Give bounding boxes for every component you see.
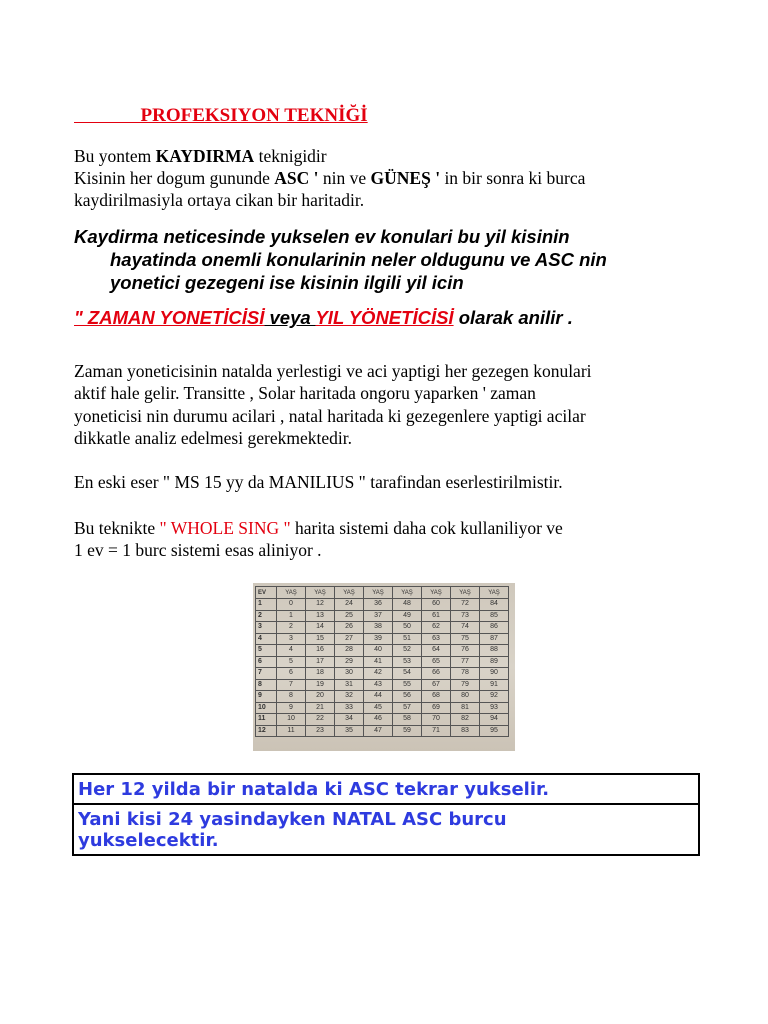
table-row [256, 633, 509, 645]
yas-cell: 76 [451, 645, 480, 657]
yil-yoneticisi-term: YIL YÖNETİCİSİ [315, 307, 454, 328]
yas-cell: 27 [335, 633, 364, 645]
yas-cell: 79 [451, 679, 480, 691]
yas-cell: 14 [306, 622, 335, 634]
asc-term: ASC ' [274, 168, 319, 188]
yas-cell: 50 [393, 622, 422, 634]
yas-cell: YAŞ [480, 587, 509, 599]
yas-cell: 36 [364, 599, 393, 611]
yas-cell: 73 [451, 610, 480, 622]
ev-cell: 10 [256, 702, 277, 714]
italic-line-2: hayatinda onemli konularinin neler oldugunu ve ASC nin [110, 249, 607, 270]
manilius-paragraph: En eski eser " MS 15 yy da MANILIUS " tarafindan eserlestirilmistir. [74, 472, 563, 492]
italic-line-3: yonetici gezegeni ise kisinin ilgili yil icin [110, 272, 464, 293]
yas-cell: 62 [422, 622, 451, 634]
yas-cell: 13 [306, 610, 335, 622]
table-row [256, 610, 509, 622]
yas-cell: YAŞ [451, 587, 480, 599]
yas-cell: 89 [480, 656, 509, 668]
yas-cell: 85 [480, 610, 509, 622]
yas-cell: 84 [480, 599, 509, 611]
ev-cell: 12 [256, 725, 277, 737]
yas-cell: 69 [422, 702, 451, 714]
yas-cell: 91 [480, 679, 509, 691]
yas-cell: 48 [393, 599, 422, 611]
yas-cell: YAŞ [393, 587, 422, 599]
yas-cell: 28 [335, 645, 364, 657]
intro-paragraph [74, 145, 585, 211]
yas-cell: 71 [422, 725, 451, 737]
yas-cell: 64 [422, 645, 451, 657]
yas-cell: YAŞ [364, 587, 393, 599]
table-row [256, 714, 509, 726]
yas-cell: 60 [422, 599, 451, 611]
ev-cell: 7 [256, 668, 277, 680]
yas-cell: 9 [277, 702, 306, 714]
intro-line-1: Bu yontem KAYDIRMA teknigidir [74, 146, 327, 166]
yas-cell: 41 [364, 656, 393, 668]
ev-cell: 1 [256, 599, 277, 611]
yas-cell: 38 [364, 622, 393, 634]
yas-cell: 39 [364, 633, 393, 645]
table-row [256, 702, 509, 714]
yas-cell: 44 [364, 691, 393, 703]
yas-cell: 67 [422, 679, 451, 691]
asc-note-box [72, 773, 700, 856]
yas-cell: 10 [277, 714, 306, 726]
yas-cell: 3 [277, 633, 306, 645]
zaman-paragraph: Zaman yoneticisinin natalda yerlestigi ve aci yaptigi her gezegen konulari aktif hale gelir. Transitte , Solar haritada ongoru yaparken ' zaman yoneticisi nin durumu acilari , natal haritada ki gezegenlere yaptigi acilar dikkatle analiz edelmesi gerekmektedir. [74, 361, 592, 448]
yas-cell: 6 [277, 668, 306, 680]
yas-cell: 31 [335, 679, 364, 691]
yas-cell: 95 [480, 725, 509, 737]
yas-cell: 94 [480, 714, 509, 726]
yas-cell: 75 [451, 633, 480, 645]
yas-cell: 56 [393, 691, 422, 703]
yas-cell: 4 [277, 645, 306, 657]
yas-cell: 8 [277, 691, 306, 703]
yas-cell: 88 [480, 645, 509, 657]
table-header-row [256, 587, 509, 599]
kaydirma-term: KAYDIRMA [155, 146, 255, 166]
yas-cell: 80 [451, 691, 480, 703]
yas-cell: 45 [364, 702, 393, 714]
table-row [256, 725, 509, 737]
ev-cell: 5 [256, 645, 277, 657]
asc-note-row-2: Yani kisi 24 yasindayken NATAL ASC burcu yukselecektir. [74, 803, 698, 854]
whole-sign-paragraph: Bu teknikte " WHOLE SING " harita sistemi daha cok kullaniliyor ve 1 ev = 1 burc sistemi esas aliniyor . [74, 518, 563, 560]
yas-cell: 32 [335, 691, 364, 703]
italic-line-1: Kaydirma neticesinde yukselen ev konulari bu yil kisinin [74, 226, 570, 247]
ev-cell: 3 [256, 622, 277, 634]
yas-cell: 46 [364, 714, 393, 726]
zaman-yoneticisi-term: " ZAMAN YONETİCİSİ [74, 307, 265, 328]
yas-cell: 20 [306, 691, 335, 703]
ev-cell: 2 [256, 610, 277, 622]
yas-cell: 87 [480, 633, 509, 645]
yas-cell: 7 [277, 679, 306, 691]
table-row [256, 622, 509, 634]
yas-cell: 70 [422, 714, 451, 726]
yas-cell: 81 [451, 702, 480, 714]
yas-cell: 55 [393, 679, 422, 691]
yas-cell: 34 [335, 714, 364, 726]
yas-cell: 92 [480, 691, 509, 703]
zaman-yoneticisi-line: " ZAMAN YONETİCİSİ veya YIL YÖNETİCİSİ olarak anilir . [74, 307, 573, 328]
italic-statement [74, 225, 694, 294]
yas-cell: 37 [364, 610, 393, 622]
gunes-term: GÜNEŞ ' [370, 168, 441, 188]
page-title: PROFEKSIYON TEKNİĞİ [74, 105, 368, 126]
yas-cell: 30 [335, 668, 364, 680]
yas-cell: 82 [451, 714, 480, 726]
yas-cell: 26 [335, 622, 364, 634]
age-house-table-image [253, 583, 515, 751]
yas-cell: 54 [393, 668, 422, 680]
yas-cell: 23 [306, 725, 335, 737]
yas-cell: 24 [335, 599, 364, 611]
yas-cell: 63 [422, 633, 451, 645]
yas-cell: 1 [277, 610, 306, 622]
yas-cell: 58 [393, 714, 422, 726]
table-row [256, 668, 509, 680]
yas-cell: 42 [364, 668, 393, 680]
yas-cell: YAŞ [422, 587, 451, 599]
yas-cell: 11 [277, 725, 306, 737]
yas-cell: 29 [335, 656, 364, 668]
yas-cell: 74 [451, 622, 480, 634]
yas-cell: 12 [306, 599, 335, 611]
yas-cell: 68 [422, 691, 451, 703]
yas-cell: 25 [335, 610, 364, 622]
yas-cell: 19 [306, 679, 335, 691]
yas-cell: 2 [277, 622, 306, 634]
yas-cell: 53 [393, 656, 422, 668]
yas-cell: 78 [451, 668, 480, 680]
age-house-table [255, 586, 509, 737]
yas-cell: 61 [422, 610, 451, 622]
whole-sing-term: " WHOLE SING " [159, 518, 291, 538]
yas-cell: YAŞ [306, 587, 335, 599]
intro-line-3: kaydirilmasiyla ortaya cikan bir haritadir. [74, 190, 365, 210]
table-row [256, 599, 509, 611]
yas-cell: 57 [393, 702, 422, 714]
yas-cell: 15 [306, 633, 335, 645]
yas-cell: 83 [451, 725, 480, 737]
yas-cell: 93 [480, 702, 509, 714]
asc-note-row-1: Her 12 yilda bir natalda ki ASC tekrar yukselir. [78, 779, 550, 800]
yas-cell: 33 [335, 702, 364, 714]
yas-cell: 21 [306, 702, 335, 714]
table-row [256, 691, 509, 703]
table-row [256, 679, 509, 691]
ev-cell: 6 [256, 656, 277, 668]
yas-cell: 51 [393, 633, 422, 645]
yas-cell: 66 [422, 668, 451, 680]
yas-cell: 17 [306, 656, 335, 668]
yas-cell: 72 [451, 599, 480, 611]
yas-cell: 43 [364, 679, 393, 691]
yas-cell: 47 [364, 725, 393, 737]
yas-cell: 40 [364, 645, 393, 657]
ev-cell: 8 [256, 679, 277, 691]
yas-cell: 59 [393, 725, 422, 737]
yas-cell: 90 [480, 668, 509, 680]
yas-cell: YAŞ [335, 587, 364, 599]
yas-cell: 86 [480, 622, 509, 634]
yas-cell: 77 [451, 656, 480, 668]
yas-cell: 5 [277, 656, 306, 668]
table-row [256, 645, 509, 657]
yas-cell: 18 [306, 668, 335, 680]
intro-line-2: Kisinin her dogum gununde ASC ' nin ve GÜNEŞ ' in bir sonra ki burca [74, 168, 586, 188]
yas-cell: 35 [335, 725, 364, 737]
ev-cell: 9 [256, 691, 277, 703]
yas-cell: 0 [277, 599, 306, 611]
ev-cell: 4 [256, 633, 277, 645]
ev-cell: 11 [256, 714, 277, 726]
yas-cell: 22 [306, 714, 335, 726]
yas-cell: 16 [306, 645, 335, 657]
yas-cell: 49 [393, 610, 422, 622]
yas-cell: YAŞ [277, 587, 306, 599]
yas-cell: 65 [422, 656, 451, 668]
ev-cell: EV [256, 587, 277, 599]
yas-cell: 52 [393, 645, 422, 657]
table-row [256, 656, 509, 668]
